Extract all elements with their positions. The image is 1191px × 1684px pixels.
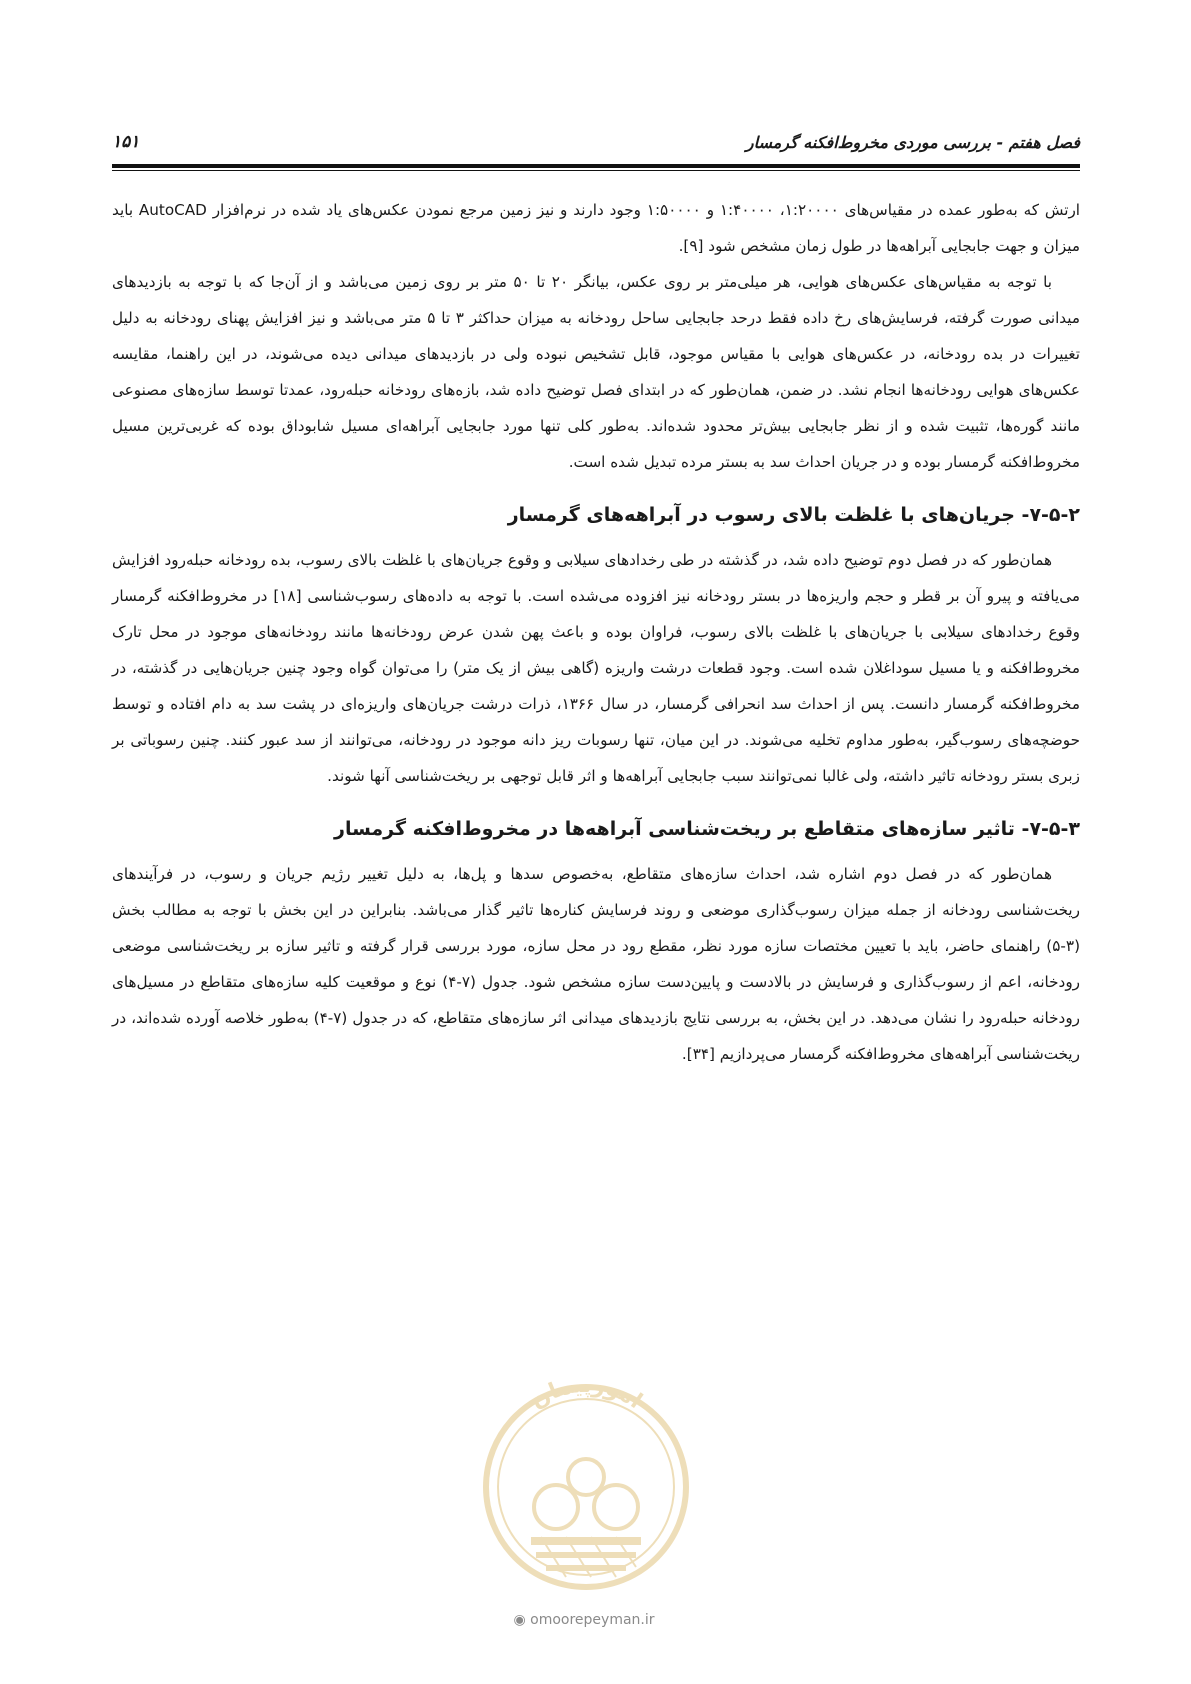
paragraph-aerial-scale: با توجه به مقیاس‌های عکس‌های هوایی، هر میلی‌متر بر روی عکس، بیانگر ۲۰ تا ۵۰ متر بر روی زمین می‌باشد و از آن‌جا که با توجه به بازدیدهای میدانی صورت گرفته، فرسایش‌های رخ داده فقط درحد جابجایی ساحل رودخانه به میزان حداکثر ۳ تا ۵ متر می‌باشد و نیز افزایش پهنای رودخانه به دلیل تغییرات در بده رودخانه، در عکس‌های هوایی با مقیاس موجود، قابل تشخیص نبوده ولی در بازدیدهای میدانی دیده می‌شوند، در این راهنما، مقایسه عکس‌های هوایی رودخانه‌ها انجام نشد. در ضمن، همان‌طور که در ابتدای فصل توضیح داده شد، بازه‌های رودخانه حبله‌رود، عمدتا توسط سازه‌های مصنوعی مانند گوره‌ها، تثبیت شده و از نظر جابجایی بیش‌تر محدود شده‌اند. به‌طور کلی تنها مورد جابجایی آبراهه‌ای مسیل شابوداق بوده که غربی‌ترین مسیل مخروط‌افکنه گرمسار بوده و در جریان احداث سد به بستر مرده تبدیل شده است.: [112, 273, 1080, 471]
watermark-url: [484, 1612, 684, 1628]
watermark-logo: [476, 1362, 696, 1612]
page-header: [112, 126, 1080, 158]
watermark-url-text: omoorepeyman.ir: [530, 1612, 655, 1628]
watermark-logo-text: امورپیمان: [526, 1372, 647, 1414]
page-number: ۱۵۱: [112, 132, 140, 152]
watermark-globe-icon: ◉: [513, 1612, 526, 1628]
paragraph-continued: ارتش که به‌طور عمده در مقیاس‌های ۱:۲۰۰۰۰، ۱:۴۰۰۰۰ و ۱:۵۰۰۰۰ وجود دارند و نیز زمین مرجع نمودن عکس‌های یاد شده در نرم‌افزار AutoCAD باید میزان و جهت جابجایی آبراهه‌ها در طول زمان مشخص شود [۹].: [112, 201, 1080, 255]
paragraph-cross-structures: همان‌طور که در فصل دوم اشاره شد، احداث سازه‌های متقاطع، به‌خصوص سدها و پل‌ها، به دلیل تغییر رژیم جریان و رسوب، در فرآیندهای ریخت‌شناسی رودخانه از جمله میزان رسوب‌گذاری موضعی و روند فرسایش کناره‌ها تاثیر گذار می‌باشد. بنابراین در این بخش با توجه به مطالب بخش (۳-۵) راهنمای حاضر، باید با تعیین مختصات سازه مورد نظر، مقطع رود در محل سازه، مورد بررسی قرار گرفته و تاثیر سازه بر ریخت‌شناسی موضعی رودخانه، اعم از رسوب‌گذاری و فرسایش در بالادست و پایین‌دست سازه مشخص شود. جدول (۷-۴) نوع و موقعیت کلیه سازه‌های متقاطع در مسیل‌های رودخانه حبله‌رود را نشان می‌دهد. در این بخش، به بررسی نتایج بازدیدهای میدانی اثر سازه‌های متقاطع، که در جدول (۷-۴) به‌طور خلاصه آورده شده‌اند، در ریخت‌شناسی آبراهه‌های مخروط‌افکنه گرمسار می‌پردازیم [۳۴].: [112, 865, 1080, 1063]
section-heading-7-5-3: ۷-۵-۳- تاثیر سازه‌های متقاطع بر ریخت‌شناسی آبراهه‌ها در مخروط‌افکنه گرمسار: [334, 818, 1080, 840]
section-heading-7-5-2: ۷-۵-۲- جریان‌های با غلظت بالای رسوب در آبراهه‌های گرمسار: [507, 504, 1080, 526]
header-rule-thin: [112, 170, 1080, 171]
page-body: [112, 192, 1080, 1072]
svg-text:امورپیمان: [526, 1373, 646, 1414]
chapter-title: فصل هفتم - بررسی موردی مخروط‌افکنه گرمسار: [745, 132, 1080, 152]
paragraph-sediment-flows: همان‌طور که در فصل دوم توضیح داده شد، در گذشته در طی رخدادهای سیلابی و وقوع جریان‌های با غلظت بالای رسوب، بده رودخانه حبله‌رود افزایش می‌یافته و پیرو آن بر قطر و حجم واریزه‌ها در بستر رودخانه نیز افزوده می‌شده است. با توجه به داده‌های رسوب‌شناسی [۱۸] در مخروط‌افکنه گرمسار وقوع رخدادهای سیلابی با جریان‌های با غلظت بالای رسوب، فراوان بوده و باعث پهن شدن عرض رودخانه‌ها مانند رودخانه‌های موجود در محل تارک مخروط‌افکنه و یا مسیل سوداغلان شده است. وجود قطعات درشت واریزه (گاهی بیش از یک متر) را می‌توان گواه وجود چنین جریان‌هایی در گذشته، در مخروط‌افکنه گرمسار دانست. پس از احداث سد انحرافی گرمسار، در سال ۱۳۶۶، ذرات درشت جریان‌های واریزه‌ای در پشت سد به دام افتاده و توسط حوضچه‌های رسوب‌گیر، به‌طور مداوم تخلیه می‌شوند. در این میان، تنها رسوبات ریز دانه موجود در رودخانه، می‌توانند از سد عبور کنند. چنین رسوباتی بر زبری بستر رودخانه تاثیر داشته، ولی غالبا نمی‌توانند سبب جابجایی آبراهه‌ها و اثر قابل توجهی بر ریخت‌شناسی آنها شوند.: [112, 551, 1080, 785]
header-rule-thick: [112, 164, 1080, 168]
